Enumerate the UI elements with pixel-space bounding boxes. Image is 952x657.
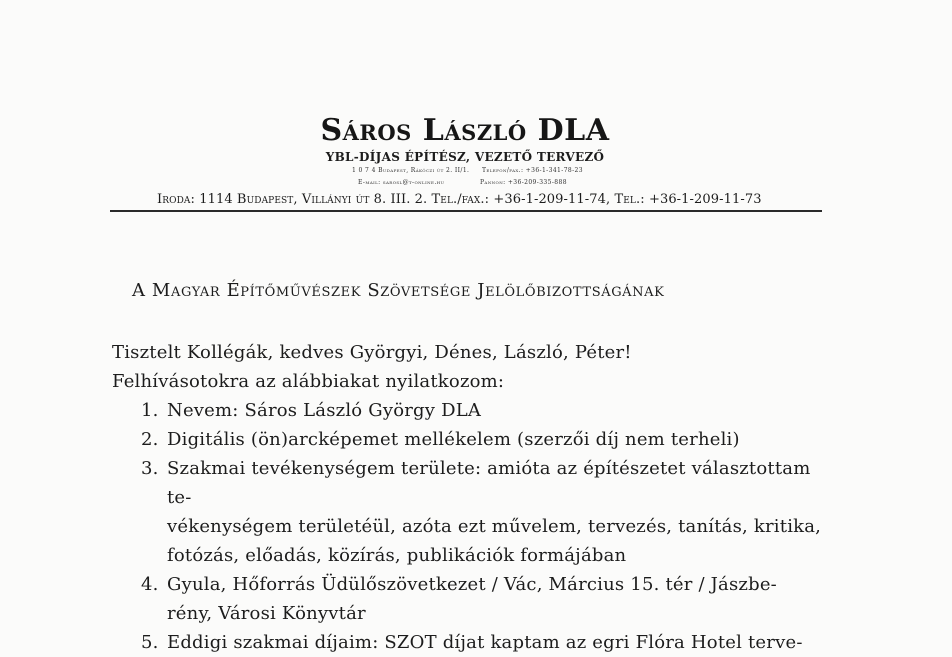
email-line: E-mail: sarosl@t-online.hu — [358, 179, 445, 186]
item-text: Szakmai tevékenységem területe: amióta az építészetet választottam te- vékenységem területéül, azóta ezt művelem, tervezés, tanítás, kritika, fotózás, előadás, közírás, publikációk formájában — [167, 458, 822, 566]
phone-fax-line: Telefon/fax.: +36-1-341-78-23 — [482, 167, 583, 174]
intro-line: Felhívásotokra az alábbiakat nyilatkozom: — [112, 371, 505, 392]
item-number: 5. — [141, 632, 159, 653]
statement-list — [112, 396, 832, 657]
item-text: Nevem: Sáros László György DLA — [167, 400, 482, 421]
author-title: YBL-DÍJAS ÉPÍTÉSZ, VEZETŐ TERVEZŐ — [325, 150, 605, 164]
office-address: Iroda: 1114 Budapest, Villányi út 8. III. 2. Tel./fax.: +36-1-209-11-74, Tel.: +36-1-209-11-73 — [157, 192, 762, 207]
list-item — [112, 628, 832, 657]
item-number: 4. — [141, 574, 159, 595]
item-number: 3. — [141, 458, 159, 479]
letter-heading: A Magyar Építőművészek Szövetsége Jelölőbizottságának — [132, 280, 665, 301]
list-item — [112, 396, 832, 425]
author-name: Sáros László DLA — [320, 113, 610, 148]
item-text: Eddigi szakmai díjaim: SZOT díjat kaptam az egri Flóra Hotel terve- — [167, 632, 803, 653]
item-text: Gyula, Hőforrás Üdülőszövetkezet / Vác, Március 15. tér / Jászbe- rény, Városi Könyvtár — [167, 574, 777, 624]
item-number: 1. — [141, 400, 159, 421]
greeting: Tisztelt Kollégák, kedves Györgyi, Dénes, László, Péter! — [112, 342, 632, 363]
letterhead-divider — [110, 210, 822, 212]
item-number: 2. — [141, 429, 159, 450]
item-text: Digitális (ön)arcképemet mellékelem (szerzői díj nem terheli) — [167, 429, 740, 450]
list-item — [112, 570, 832, 628]
list-item — [112, 454, 832, 570]
letter-body — [112, 338, 832, 657]
list-item — [112, 425, 832, 454]
address-line: 1 0 7 4 Budapest, Rákóczi út 2. II/1. — [352, 167, 470, 174]
mobile-line: Pannon: +36-209-335-888 — [480, 179, 567, 186]
